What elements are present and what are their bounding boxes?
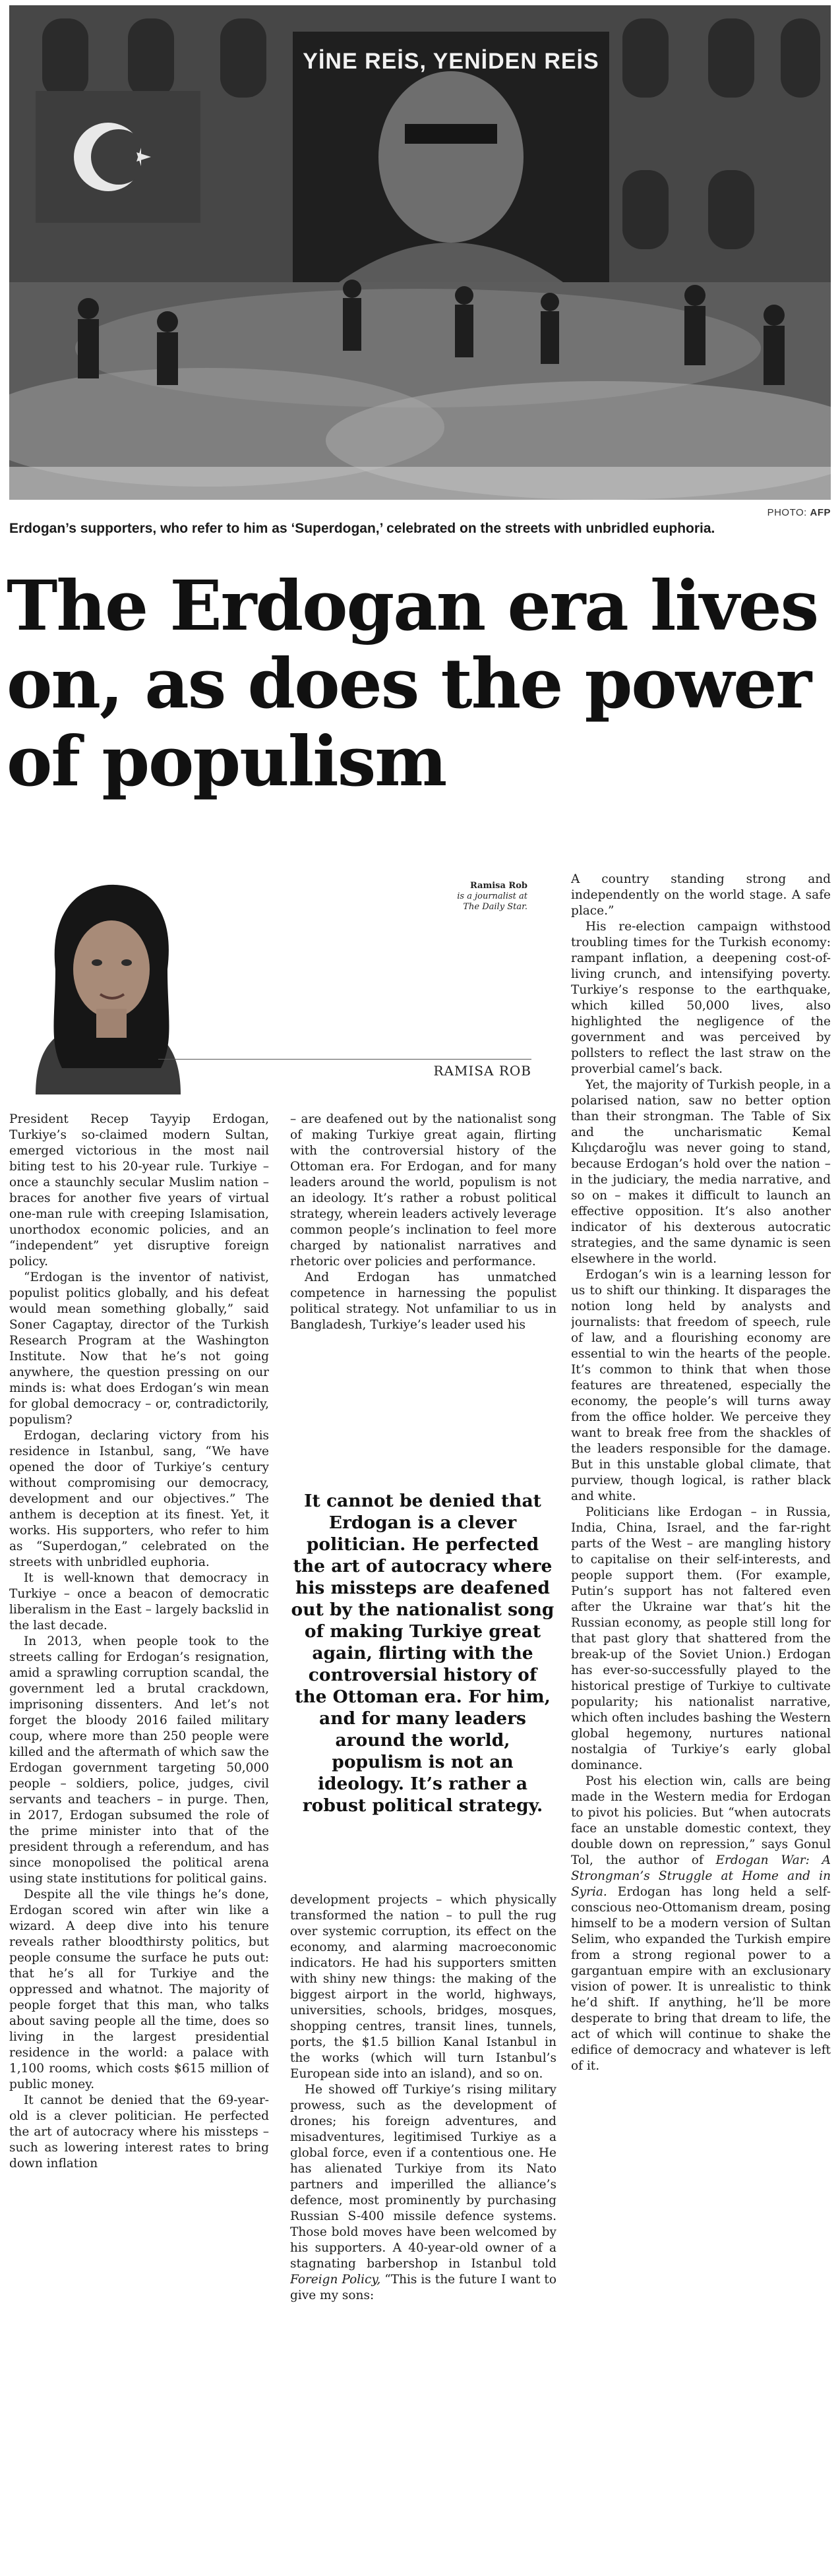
paragraph: In 2013, when people took to the streets calling for Erdogan’s resignation, amid a sprawling corruption scandal, the government led a brutal crackdown, imprisoning dissenters. And let’s not forget the bloody 2016 failed military coup, where more than 250 people were killed and the aftermath of which saw the Erdogan government targeting 50,000 people – soldiers, police, judges, civil servants and teachers – in purge. Then, in 2017, Erdogan subsumed the role of the prime minister into that of the president through a referendum, and has since monopolised the political arena using state institutions for political gains. [9,1634,269,1886]
paragraph: “Erdogan is the inventor of nativist, populist politics globally, and his defeat would mean something globally,” said Soner Cagaptay, director of the Turkish Research Program at the Washington Institute. Now that he’s not going anywhere, the question pressing on our minds is: what does Erdogan’s win mean for global democracy – or, contradictorily, populism? [9,1271,269,1427]
banner-text: YİNE REİS, YENİDEN REİS [303,49,599,74]
article-column-1 [9,1112,269,2574]
author-name: Ramisa Rob [469,881,527,891]
article-column-2-top [290,1112,556,1468]
paragraph: President Recep Tayyip Erdogan, Turkiye’s so-claimed modern Sultan, emerged victorious in the most nail biting test to his 20-year rule. Turkiye – once a staunchly secular Muslim nation – braces for another five years of virtual one-man rule with creeping Islamisation, unorthodox economic policies, and an “independent” yet disruptive foreign policy. [9,1112,269,1269]
paragraph: Erdogan, declaring victory from his residence in Istanbul, sang, “We have opened the door of Turkiye’s century without compromising our democracy, development and our objectives.” The anthem is deception at its finest. Yet, it works. His supporters, who refer to him as “Superdogan,” celebrated on the streets with unbridled euphoria. [9,1429,269,1569]
paragraph: Despite all the vile things he’s done, Erdogan scored win after win like a wizard. A deep dive into his tenure reveals rather bloodthirsty politics, but people consume the surface he puts out: that he’s all for Turkiye and the oppressed and whatnot. The majority of people forget that this man, who talks about saving people all the time, does so living in the largest presidential residence in the world: a palace with 1,100 rooms, which costs $615 million of public money. [9,1888,269,2091]
headline: The Erdogan era lives on, as does the power of populism [7,565,818,802]
photo-credit-prefix: PHOTO: [767,507,807,518]
byline-rule [158,1059,531,1060]
paragraph-text: “This is the future I want to give my sons: [290,2273,556,2302]
paragraph [571,1774,831,2074]
paragraph: Erdogan’s win is a learning lesson for us to shift our thinking. It disparages the notion long held by analysts and journalists: that freedom of speech, rule of law, and a flourishing economy are essential to win the hearts of the people. It’s common to think that when those features are threatened, especially the economy, the people’s will turns away from the office holder. We perceive they want to break free from the shackles of the leaders responsible for the damage. But in this unstable global climate, that purview, though logical, is rather black and white. [571,1268,831,1503]
author-bio-line1: is a journalist at [457,891,527,901]
paragraph: – are deafened out by the nationalist song of making Turkiye great again, flirting with the controversial history of the Ottoman era. For Erdogan, and for many leaders around the world, populism is not an ideology. It’s rather a robust political strategy, wherein leaders actively leverage common people’s inclination to feel more charged by nationalist narratives and rhetoric over policies and performance. [290,1112,556,1269]
paragraph: A country standing strong and independently on the world stage. A safe place.” [571,872,831,918]
paragraph: It is well-known that democracy in Turkiye – once a beacon of democratic liberalism in the East – largely backslid in the last decade. [9,1571,269,1632]
article-column-2-bottom [290,1892,556,2574]
paragraph [290,2082,556,2304]
byline: RAMISA ROB [433,1063,531,1079]
book-title: Erdogan War: A Strongman’s Struggle at Home and in Syria. [571,1853,831,1899]
author-portrait [9,870,207,1094]
paragraph-text: Post his election win, calls are being made in the Western media for Erdogan to pivot his policies. But “when autocrats face an unstable domestic context, they double down on repression,” says Gonul Tol, the author of [571,1774,831,1867]
paragraph: His re-election campaign withstood troubling times for the Turkish economy: rampant inflation, a deepening cost-of-living crunch, and intensifying poverty. Turkiye’s response to the earthquake, which killed 50,000 lives, also highlighted the negligence of the government and was perceived by pollsters to reflect the last straw on the proverbial camel’s back. [571,920,831,1076]
author-bio [422,881,527,913]
rally-illustration [9,5,831,500]
hero-photo [9,5,831,500]
author-bio-line2: The Daily Star. [463,902,527,912]
pull-quote: It cannot be denied that Erdogan is a clever politician. He perfected the art of autocracy where his missteps are deafened out by the nationalist song of making Turkiye great again, flirting with the controversial history of the Ottoman era. For him, and for many leaders around the world, populism is not an ideology. It’s rather a robust political strategy. [291,1491,555,1816]
paragraph: Yet, the majority of Turkish people, in a polarised nation, saw no better option than their strongman. The Table of Six and the uncharismatic Kemal Kılıçdaroğlu was never going to stand, because Erdogan’s hold over the nation – in the judiciary, the media narrative, and so on – makes it difficult to launch an effective opposition. It’s also another indicator of his dexterous autocratic strategies, and the same dynamic is seen elsewhere in the world. [571,1078,831,1266]
article-column-3 [571,872,831,2574]
photo-credit-agency: AFP [810,507,831,518]
paragraph-text: Erdogan has long held a self-conscious neo-Ottomanism dream, posing himself to be a modern version of Sultan Selim, who expanded the Turkish empire from a strong regional power to a gargantuan empire with an exclusionary vision of power. It is unrealistic to think he’d shift. If anything, he’ll be more desperate to bring that dream to life, the act of which will continue to shake the edifice of democracy and whatever is left of it. [571,1885,831,2073]
publication-title: Foreign Policy, [290,2273,381,2287]
paragraph: And Erdogan has unmatched competence in harnessing the populist political strategy. Not unfamiliar to us in Bangladesh, Turkiye’s leader used his [290,1271,556,1332]
paragraph-text: He showed off Turkiye’s rising military prowess, such as the development of drones; his foreign adventures, and misadventures, legitimised Turkiye as a global force, even if a contentious one. He has alienated Turkiye from its Nato partners and imperilled the alliance’s defence, most prominently by purchasing Russian S-400 missile defence systems. Those bold moves have been welcomed by his supporters. A 40-year-old owner of a stagnating barbershop in Istanbul told [290,2083,556,2271]
paragraph: It cannot be denied that the 69-year-old is a clever politician. He perfected the art of autocracy where his missteps – such as lowering interest rates to bring down inflation [9,2093,269,2171]
paragraph: Politicians like Erdogan – in Russia, India, China, Israel, and the far-right parts of the West – are mangling history to capitalise on their self-interests, and people support them. (For example, Putin’s support has not faltered even after the Ukraine war that’s hit the Russian economy, as people still long for that past glory that shattered from the break-up of the Soviet Union.) Erdogan has ever-so-successfully played to the historical prestige of Turkiye to cultivate popularity; his nationalist narrative, which often includes bashing the Western global hegemony, nurtures national nostalgia of Turkiye’s early global dominance. [571,1505,831,1772]
photo-credit [767,507,831,518]
photo-caption: Erdogan’s supporters, who refer to him as ‘Superdogan,’ celebrated on the streets with unbridled euphoria. [9,521,715,536]
paragraph: development projects – which physically transformed the nation – to pull the rug over systemic corruption, its effect on the economy, and alarming macroeconomic indicators. He had his supporters smitten with shiny new things: the making of the biggest airport in the world, highways, universities, schools, bridges, mosques, shopping centres, transit lines, tunnels, ports, the $1.5 billion Kanal Istanbul in the works (which will turn Istanbul’s European side into an island), and so on. [290,1893,556,2081]
author-photo-illustration [9,870,207,1094]
